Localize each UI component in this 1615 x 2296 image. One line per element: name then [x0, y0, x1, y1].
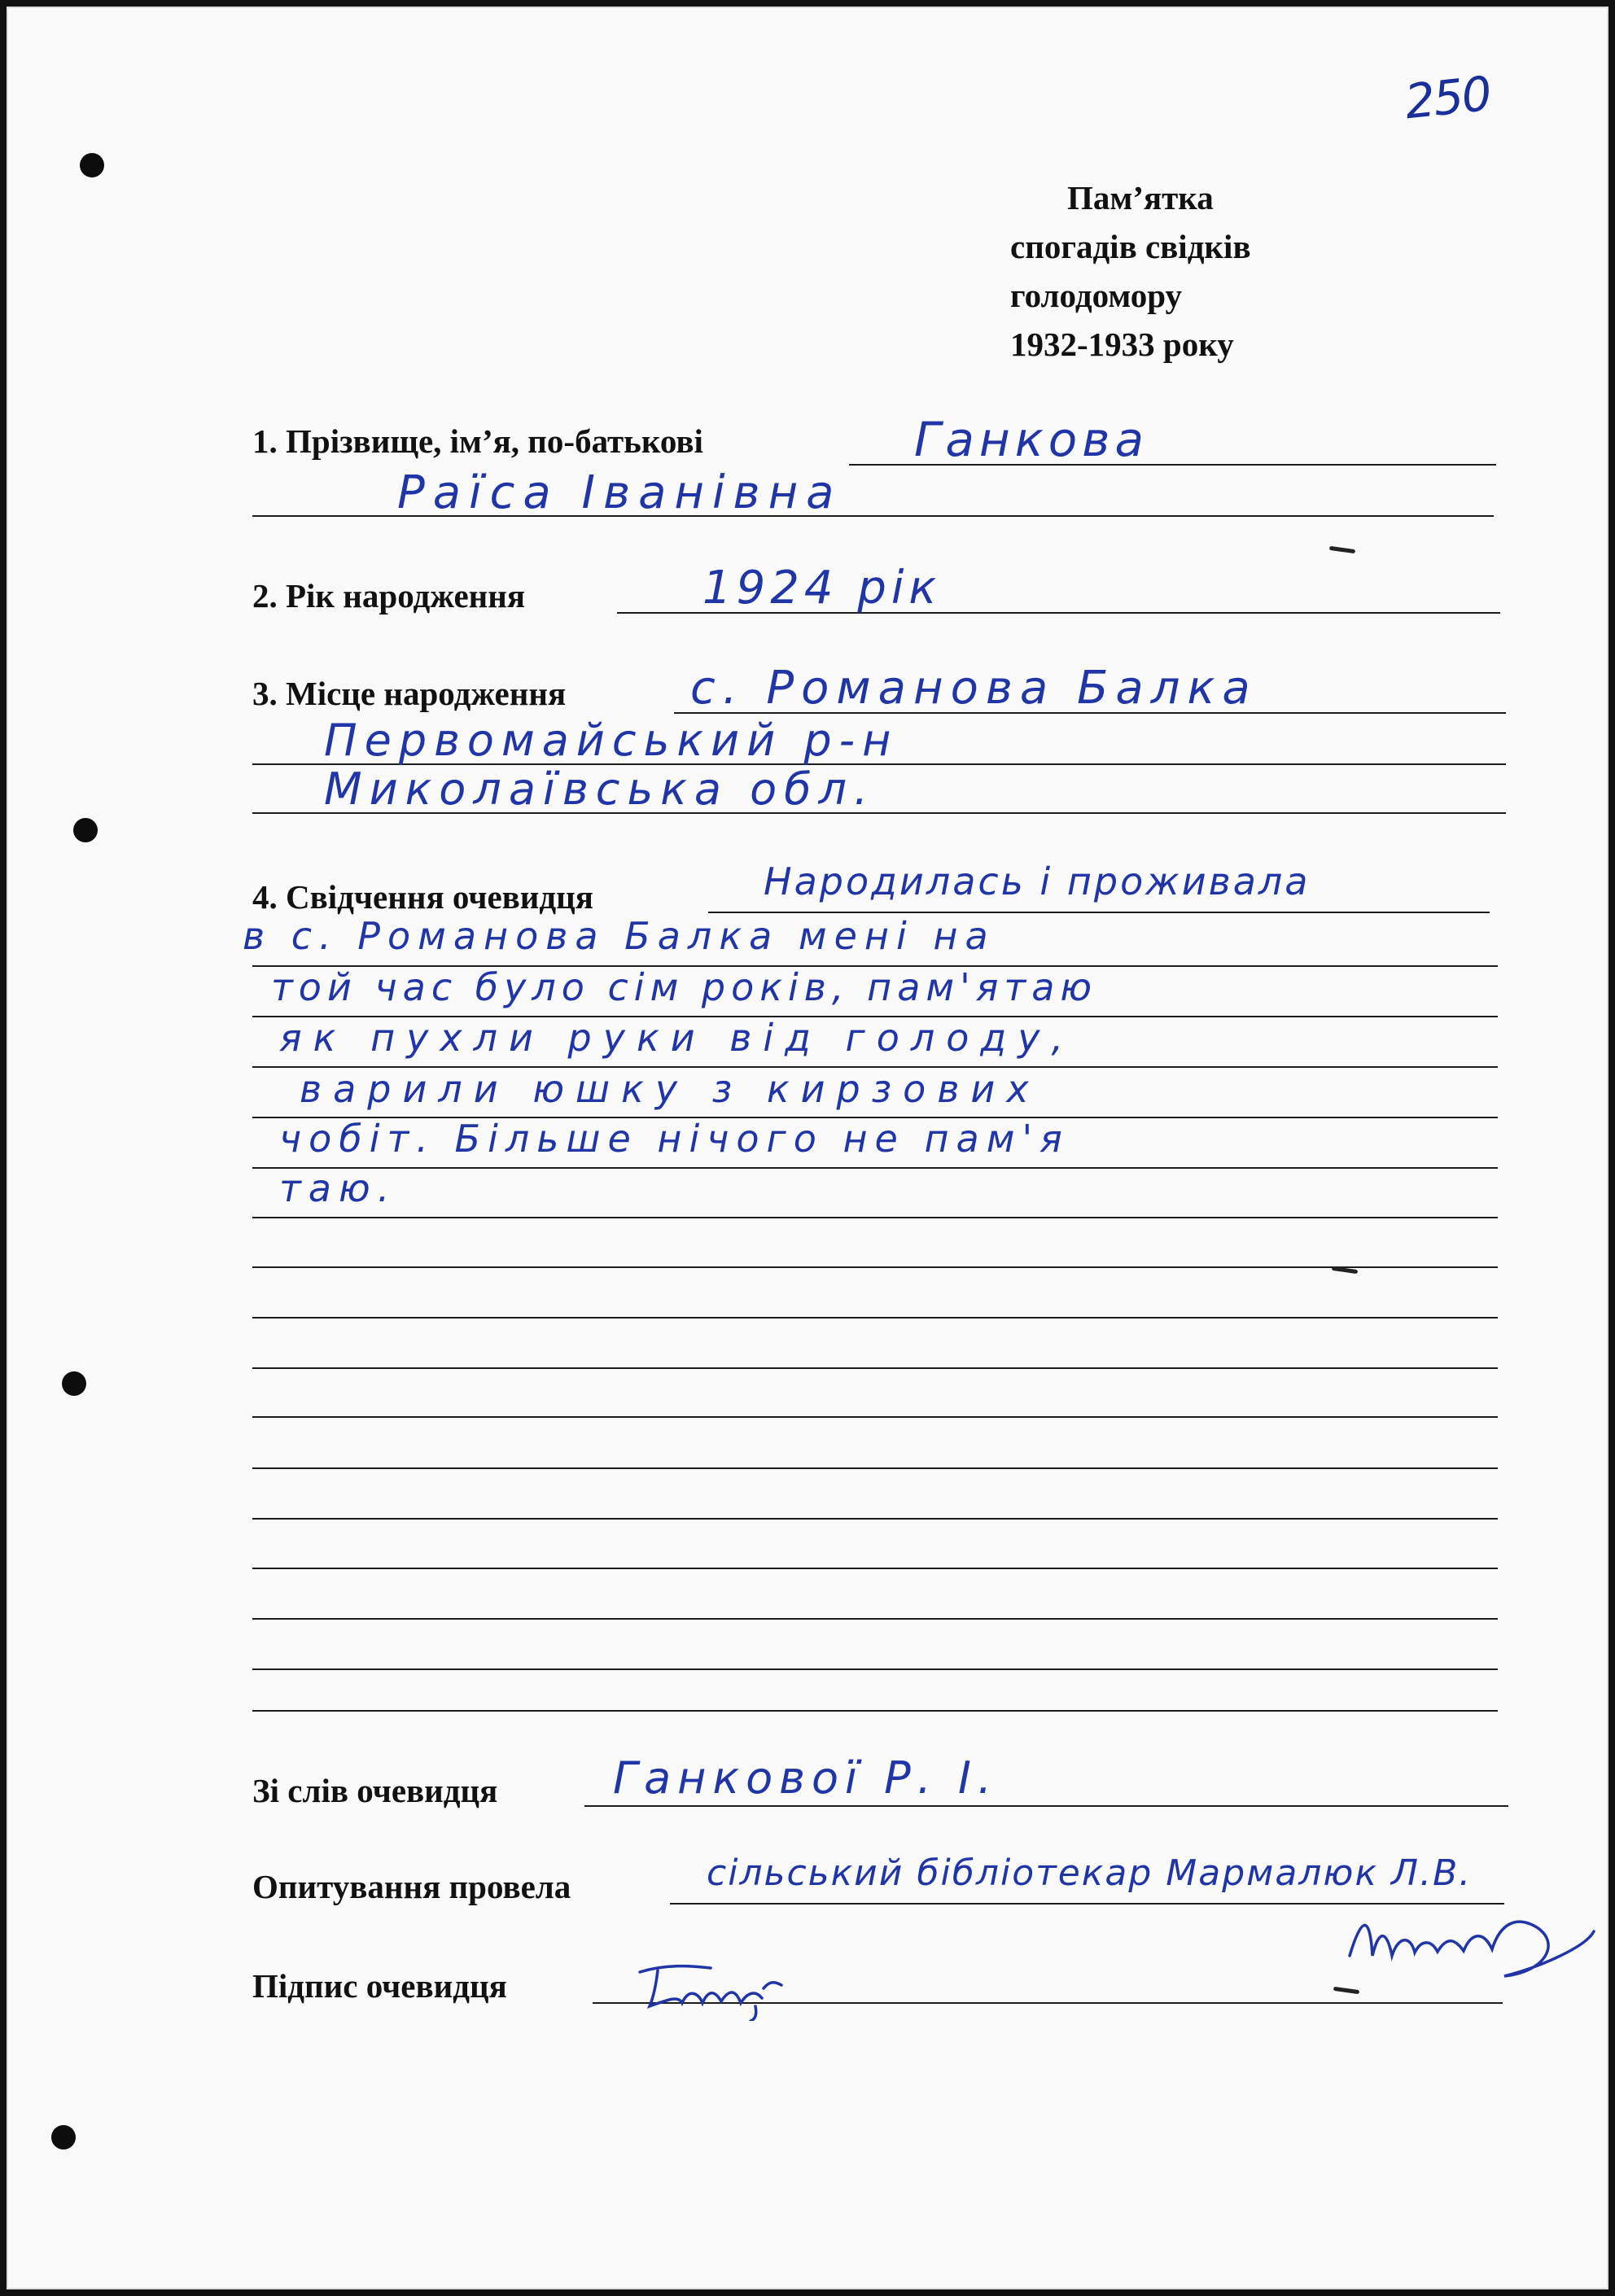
binder-hole	[80, 153, 104, 177]
birth-place-value-2: Первомайський р-н	[324, 715, 899, 766]
document-title	[1010, 173, 1336, 369]
binder-hole	[62, 1371, 86, 1396]
binder-hole	[51, 2125, 76, 2149]
document-page	[7, 7, 1608, 2289]
testimony-line	[252, 1518, 1498, 1520]
birth-place-value-3: Миколаївська обл.	[324, 763, 876, 815]
testimony-text-line: таю.	[279, 1166, 397, 1210]
testimony-line	[252, 1367, 1498, 1369]
testimony-line	[252, 1568, 1498, 1569]
from-words-line	[584, 1805, 1508, 1807]
birth-place-value: с. Романова Балка	[690, 662, 1258, 715]
signature-label: Підпис очевидця	[252, 1967, 507, 2005]
witness-signature	[633, 1956, 829, 2021]
testimony-line	[252, 1317, 1498, 1319]
testimony-text-line: в с. Романова Балка мені на	[243, 914, 996, 958]
title-line: спогадів свідків	[1010, 228, 1251, 265]
name-value-2: Раїса Іванівна	[397, 466, 843, 519]
name-value: Ганкова	[914, 412, 1149, 467]
title-line: Пам’ятка	[1067, 179, 1214, 216]
birth-place-label: 3. Місце народження	[252, 675, 567, 712]
testimony-text-line: варили юшку з кирзових	[300, 1067, 1040, 1111]
testimony-line	[252, 1710, 1498, 1712]
birth-year-label: 2. Рік народження	[252, 577, 526, 614]
testimony-line	[708, 912, 1490, 913]
interviewer-label: Опитування провела	[252, 1868, 571, 1905]
pen-mark	[1329, 546, 1355, 553]
testimony-line	[252, 1217, 1498, 1218]
title-line: 1932-1933 року	[1010, 326, 1234, 363]
testimony-text-line: Народилась і проживала	[764, 859, 1311, 903]
interviewer-value: сільський бібліотекар Мармалюк Л.В.	[707, 1852, 1473, 1894]
testimony-text-line: той час було сім років, пам'ятаю	[271, 965, 1098, 1009]
binder-hole	[73, 818, 98, 842]
testimony-line	[252, 1467, 1498, 1469]
from-words-label: Зі слів очевидця	[252, 1772, 498, 1809]
testimony-line	[252, 1266, 1498, 1268]
interviewer-signature	[1341, 1899, 1610, 1988]
testimony-line	[252, 1416, 1498, 1418]
testimony-line	[252, 1167, 1498, 1169]
page-number: 250	[1402, 65, 1493, 130]
testimony-text-line: чобіт. Більше нічого не пам'я	[279, 1117, 1070, 1161]
testimony-line	[252, 1668, 1498, 1670]
name-label: 1. Прізвище, ім’я, по-батькові	[252, 422, 703, 460]
from-words-value: Ганкової Р. І.	[613, 1752, 999, 1804]
testimony-text-line: як пухли руки від голоду,	[279, 1016, 1075, 1060]
testimony-line	[252, 1618, 1498, 1620]
birth-year-value: 1924 рік	[702, 562, 942, 614]
testimony-label: 4. Свідчення очевидця	[252, 878, 593, 916]
title-line: голодомору	[1010, 277, 1182, 314]
